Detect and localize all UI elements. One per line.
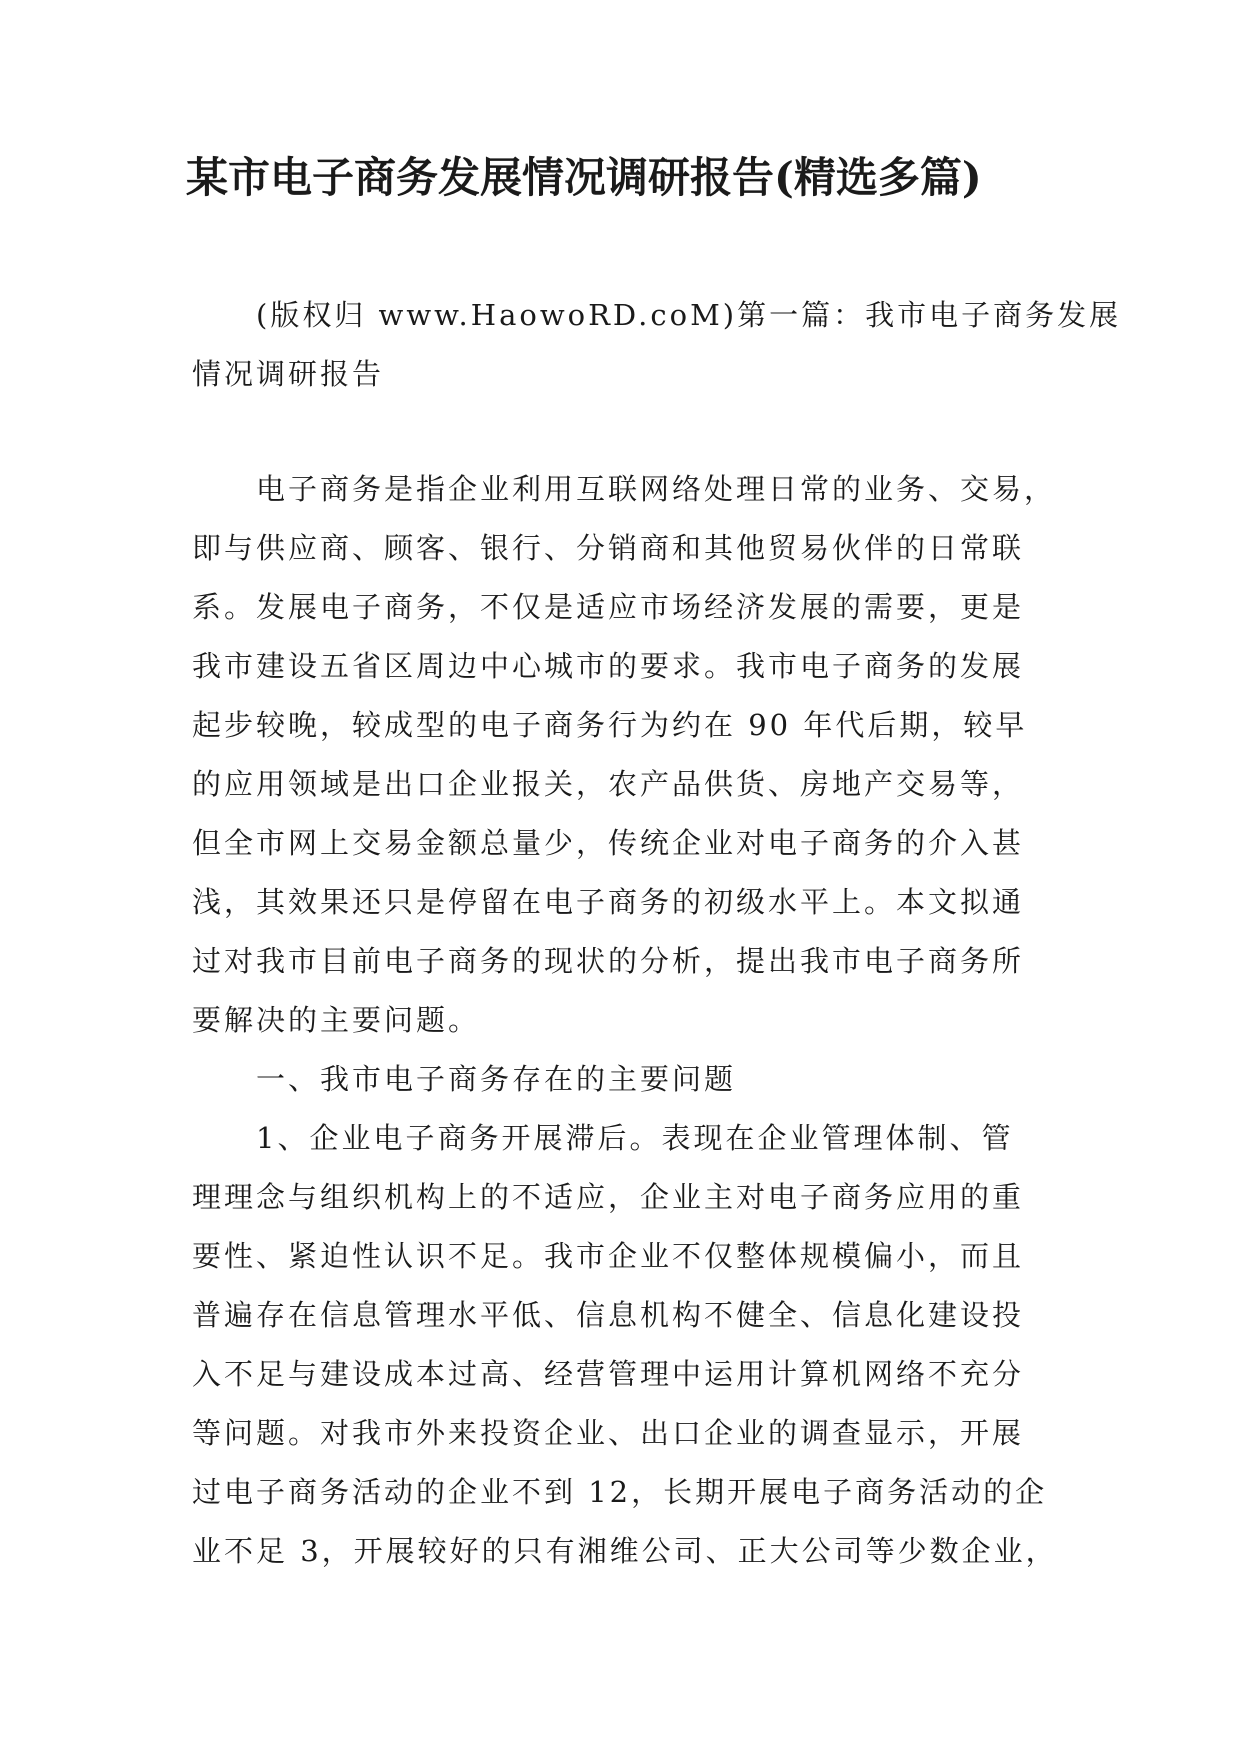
paragraph-line: 系。发展电子商务，不仅是适应市场经济发展的需要，更是: [192, 590, 1025, 624]
document-subtitle: [192, 286, 1122, 404]
document-title: 某市电子商务发展情况调研报告(精选多篇): [186, 153, 982, 202]
subtitle-line: 情况调研报告: [192, 357, 385, 391]
paragraph-line: 普遍存在信息管理水平低、信息机构不健全、信息化建设投: [192, 1298, 1025, 1332]
paragraph-line: 我市建设五省区周边中心城市的要求。我市电子商务的发展: [192, 649, 1025, 683]
paragraph-intro: [192, 460, 1057, 1050]
paragraph-line: 过对我市目前电子商务的现状的分析，提出我市电子商务所: [192, 944, 1025, 978]
document-body: [192, 460, 1058, 1581]
paragraph-line: 过电子商务活动的企业不到 12，长期开展电子商务活动的企: [192, 1475, 1048, 1509]
paragraph-line: 入不足与建设成本过高、经营管理中运用计算机网络不充分: [192, 1357, 1025, 1391]
paragraph-line: 的应用领域是出口企业报关，农产品供货、房地产交易等，: [192, 767, 1025, 801]
subtitle-line: (版权归 www.HaowoRD.coM)第一篇：我市电子商务发展: [256, 298, 1122, 332]
paragraph-line: 理理念与组织机构上的不适应，企业主对电子商务应用的重: [192, 1180, 1025, 1214]
paragraph-line: 业不足 3，开展较好的只有湘维公司、正大公司等少数企业，: [192, 1534, 1058, 1568]
paragraph-line: 电子商务是指企业利用互联网络处理日常的业务、交易，: [256, 472, 1057, 506]
paragraph-line: 浅，其效果还只是停留在电子商务的初级水平上。本文拟通: [192, 885, 1025, 919]
paragraph-line: 1、企业电子商务开展滞后。表现在企业管理体制、管: [256, 1121, 1014, 1155]
paragraph-line: 要性、紧迫性认识不足。我市企业不仅整体规模偏小，而且: [192, 1239, 1025, 1273]
section-heading: 一、我市电子商务存在的主要问题: [256, 1062, 737, 1096]
paragraph-problem-1: [192, 1109, 1058, 1581]
paragraph-line: 即与供应商、顾客、银行、分销商和其他贸易伙伴的日常联: [192, 531, 1025, 565]
paragraph-line: 但全市网上交易金额总量少，传统企业对电子商务的介入甚: [192, 826, 1025, 860]
paragraph-line: 要解决的主要问题。: [192, 1003, 481, 1037]
paragraph-line: 起步较晚，较成型的电子商务行为约在 90 年代后期，较早: [192, 708, 1028, 742]
paragraph-line: 等问题。对我市外来投资企业、出口企业的调查显示，开展: [192, 1416, 1025, 1450]
